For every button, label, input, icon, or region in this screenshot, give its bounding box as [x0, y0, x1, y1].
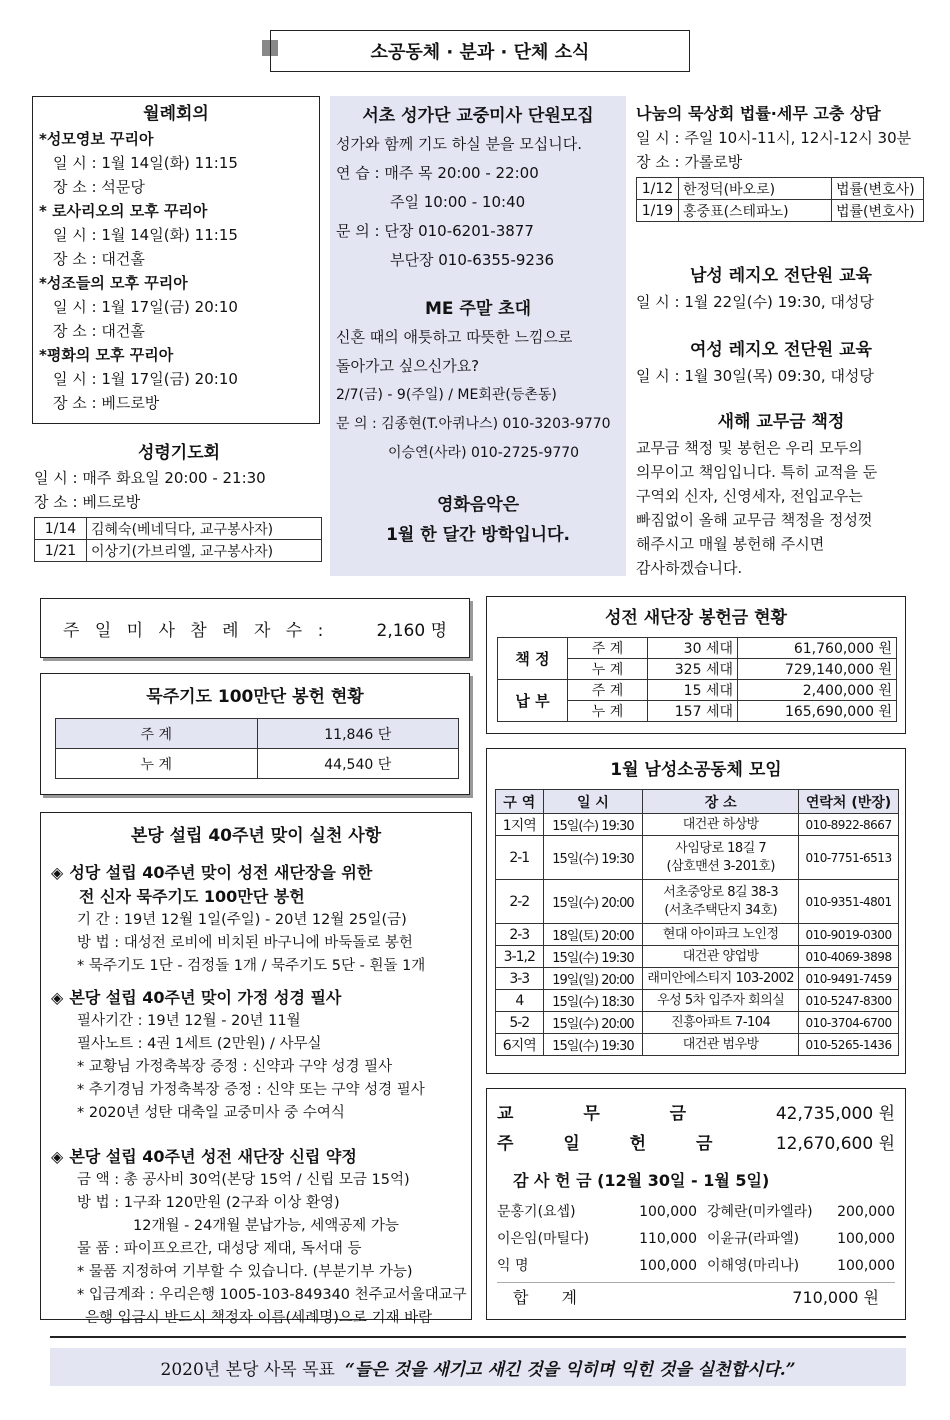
table-row — [496, 1034, 899, 1056]
altar-count-cell: 30 세대 — [648, 638, 738, 659]
men-time-cell: 15일(수) 19:30 — [543, 1034, 643, 1056]
men-place-cell — [643, 814, 799, 836]
anniv-s2-lines — [51, 1010, 461, 1125]
donor-name: 이해영(마리나) — [707, 1258, 800, 1274]
monthly-group-place: 장 소 : 석문당 — [53, 178, 145, 196]
altar-amount-cell: 2,400,000 원 — [738, 680, 897, 701]
men-place-cell — [643, 1034, 799, 1056]
altar-amount-cell: 61,760,000 원 — [738, 638, 897, 659]
men-place-cell — [643, 924, 799, 946]
me-line-3: 2/7(금) - 9(주일) / ME회관(등촌동) — [336, 387, 557, 403]
anniv-line: * 2020년 성탄 대축일 교중미사 중 수여식 — [77, 1105, 345, 1121]
choir-line-4: 문 의 : 단장 010-6201-3877 — [336, 222, 534, 240]
men-area-cell: 2-1 — [496, 836, 544, 880]
monthly-group-name: * 로사리오의 모후 꾸리아 — [39, 202, 208, 220]
legio-f-date: 일 시 : 1월 30일(목) 09:30, 대성당 — [636, 367, 874, 385]
consult-title: 나눔의 묵상회 법률·세무 고충 상담 — [636, 104, 881, 123]
men-area-cell: 3-3 — [496, 968, 544, 990]
men-phone-cell: 010-9019-0300 — [799, 924, 899, 946]
donor-amount: 100,000 — [837, 1258, 895, 1274]
men-time-cell: 15일(수) 18:30 — [543, 990, 643, 1012]
rosary-table — [55, 718, 459, 779]
men-phone-cell: 010-9491-7459 — [799, 968, 899, 990]
men-place-text: 대건관 양업방 — [682, 948, 759, 964]
me-line-5: 이승연(사라) 010-2725-9770 — [388, 445, 580, 461]
consult-table — [636, 177, 924, 222]
men-place-text: 서초중앙로 8길 38-3 — [663, 884, 779, 900]
donor-amount: 100,000 — [837, 1231, 895, 1247]
altar-count-cell: 325 세대 — [648, 659, 738, 680]
men-header-cell: 구 역 — [496, 790, 544, 814]
table-row — [496, 990, 899, 1012]
spirit-title: 성령기도회 — [137, 443, 221, 463]
anniv-line: 은행 입금시 반드시 책정자 이름(세례명)으로 기재 바람 — [85, 1310, 433, 1326]
donor-name: 이윤규(라파엘) — [707, 1231, 800, 1247]
men-table — [495, 789, 899, 1056]
altar-table — [497, 637, 897, 722]
altar-amount-cell: 165,690,000 원 — [738, 701, 897, 722]
money-box — [486, 1088, 906, 1320]
men-place-cell — [643, 968, 799, 990]
consult-type-cell: 법률(변호사) — [832, 178, 924, 200]
men-place-text: 래미안에스티지 103-2002 — [647, 970, 795, 986]
men-area-cell: 1지역 — [496, 814, 544, 836]
table-row — [496, 946, 899, 968]
tithe-section — [636, 408, 926, 580]
middle-column — [330, 96, 626, 576]
altar-kind-cell: 주 계 — [568, 680, 648, 701]
table-row — [637, 178, 924, 200]
men-time-cell: 15일(수) 19:30 — [543, 946, 643, 968]
anniv-line: 필사기간 : 19년 12월 - 20년 11월 — [77, 1013, 301, 1029]
thanks-row — [497, 1253, 895, 1280]
table-row — [498, 680, 897, 701]
men-place-text: 현대 아이파크 노인정 — [662, 926, 779, 942]
anniv-line: 기 간 : 19년 12월 1일(주일) - 20년 12월 25일(금) — [77, 912, 407, 928]
sunday-offering-value: 12,670,600 원 — [775, 1134, 895, 1154]
men-phone-cell: 010-7751-6513 — [799, 836, 899, 880]
anniv-s1-heading — [51, 861, 461, 885]
men-area-cell: 6지역 — [496, 1034, 544, 1056]
anniv-line: * 추기경님 가정축복장 증정 : 신약 또는 구약 성경 필사 — [77, 1082, 425, 1098]
page-title: 소공동체 · 분과 · 단체 소식 — [370, 42, 590, 63]
men-area-cell: 3-1,2 — [496, 946, 544, 968]
legio-f-title: 여성 레지오 전단원 교육 — [690, 340, 872, 360]
legio-m-date: 일 시 : 1월 22일(수) 19:30, 대성당 — [636, 293, 874, 311]
me-line-2: 돌아가고 싶으신가요? — [336, 357, 480, 375]
diamond-icon: ◈ — [51, 863, 64, 882]
spirit-name-cell: 김혜숙(베네딕다, 교구봉사자) — [87, 518, 322, 540]
men-place-text: 사임당로 18길 7 — [675, 840, 767, 856]
choir-line-3: 주일 10:00 - 10:40 — [390, 193, 526, 211]
spirit-name-cell: 이상기(가브리엘, 교구봉사자) — [87, 540, 322, 562]
tithe-line: 해주시고 매월 봉헌해 주시면 — [636, 535, 825, 553]
rosary-label-cell: 누 계 — [56, 749, 258, 779]
men-phone-cell: 010-3704-6700 — [799, 1012, 899, 1034]
consult-section — [636, 102, 926, 222]
anniv-s1-h2: 전 신자 묵주기도 100만단 봉헌 — [79, 887, 305, 906]
monthly-group-name: *평화의 모후 꾸리아 — [39, 346, 174, 364]
monthly-meeting-box — [32, 96, 320, 424]
monthly-group-name: *성모영보 꾸리아 — [39, 130, 154, 148]
men-phone-cell: 010-5265-1436 — [799, 1034, 899, 1056]
sunday-offering-row — [497, 1129, 895, 1159]
thanks-total-label: 합 계 — [513, 1288, 591, 1307]
anniv-line: 물 품 : 파이프오르간, 대성당 제대, 독서대 등 — [77, 1241, 362, 1257]
men-phone-cell: 010-9351-4801 — [799, 880, 899, 924]
film-line-2: 1월 한 달간 방학입니다. — [386, 525, 570, 545]
anniv-line: 방 법 : 대성전 로비에 비치된 바구니에 바둑돌로 봉헌 — [77, 935, 413, 951]
consult-date: 일 시 : 주일 10시-11시, 12시-12시 30분 — [636, 129, 912, 147]
men-phone-cell: 010-8922-8667 — [799, 814, 899, 836]
thanks-row — [497, 1226, 895, 1253]
men-header-cell: 일 시 — [543, 790, 643, 814]
anniversary-box — [40, 812, 472, 1326]
attendance-value: 2,160 명 — [376, 620, 447, 641]
tithe-body — [636, 436, 926, 580]
me-title: ME 주말 초대 — [424, 299, 532, 319]
table-row — [637, 200, 924, 222]
anniv-line: * 물품 지정하여 기부할 수 있습니다. (부분기부 가능) — [77, 1264, 413, 1280]
anniv-s1-lines — [51, 909, 461, 978]
anniv-line: 필사노트 : 4권 1세트 (2만원) / 사무실 — [77, 1036, 322, 1052]
spirit-place: 장 소 : 베드로방 — [34, 493, 141, 511]
donor-name: 이은임(마틸다) — [497, 1231, 590, 1247]
me-line-4: 문 의 : 김종현(T.아퀴나스) 010-3203-9770 — [336, 416, 611, 432]
men-place-text-2: (삼호맨션 3-201호) — [666, 858, 775, 874]
men-header-cell: 연락처 (반장) — [799, 790, 899, 814]
monthly-group-date: 일 시 : 1월 14일(화) 11:15 — [53, 154, 238, 172]
donor-amount: 100,000 — [639, 1258, 697, 1274]
anniv-title: 본당 설립 40주년 맞이 실천 사항 — [130, 826, 382, 846]
men-title: 1월 남성소공동체 모임 — [610, 760, 782, 780]
diamond-icon: ◈ — [51, 1147, 64, 1166]
men-place-cell — [643, 990, 799, 1012]
altar-kind-cell: 주 계 — [568, 638, 648, 659]
anniv-line: * 묵주기도 1단 - 검정돌 1개 / 묵주기도 5단 - 흰돌 1개 — [77, 958, 426, 974]
tithe-line: 감사하겠습니다. — [636, 559, 743, 577]
tithe-total-row — [497, 1099, 895, 1129]
monthly-group-date: 일 시 : 1월 17일(금) 20:10 — [53, 370, 238, 388]
thanks-title: 감 사 헌 금 (12월 30일 - 1월 5일) — [513, 1171, 770, 1190]
monthly-group-place: 장 소 : 대건홀 — [53, 250, 145, 268]
anniv-s3-heading — [51, 1145, 461, 1169]
men-place-cell — [643, 946, 799, 968]
table-row — [496, 1012, 899, 1034]
rosary-value-cell: 11,846 단 — [257, 719, 459, 749]
consult-date-cell: 1/19 — [637, 200, 679, 222]
altar-kind-cell: 누 계 — [568, 659, 648, 680]
choir-line-5: 부단장 010-6355-9236 — [390, 251, 555, 269]
choir-title: 서초 성가단 교중미사 단원모집 — [362, 106, 594, 126]
men-box — [486, 748, 906, 1074]
men-place-text: 진흥아파트 7-104 — [671, 1014, 771, 1030]
men-time-cell: 19일(일) 20:00 — [543, 968, 643, 990]
donor-amount: 110,000 — [639, 1231, 697, 1247]
men-time-cell: 15일(수) 20:00 — [543, 1012, 643, 1034]
attendance-box — [40, 598, 470, 658]
tithe-title: 새해 교무금 책정 — [717, 412, 845, 432]
altar-count-cell: 15 세대 — [648, 680, 738, 701]
thanks-row — [497, 1199, 895, 1226]
thanks-total-value: 710,000 원 — [792, 1288, 879, 1307]
men-place-cell — [643, 880, 799, 924]
table-row — [35, 518, 322, 540]
choir-line-2: 연 습 : 매주 목 20:00 - 22:00 — [336, 164, 539, 182]
monthly-title: 월례회의 — [143, 104, 209, 124]
donor-name: 익 명 — [497, 1258, 529, 1274]
rosary-label-cell: 주 계 — [56, 719, 258, 749]
men-phone-cell: 010-5247-8300 — [799, 990, 899, 1012]
choir-line-1: 성가와 함께 기도 하실 분을 모십니다. — [336, 135, 582, 153]
altar-group-label: 납 부 — [498, 680, 568, 722]
men-time-cell: 18일(토) 20:00 — [543, 924, 643, 946]
rosary-title: 묵주기도 100만단 봉헌 현황 — [146, 687, 364, 707]
anniv-s3-lines — [51, 1169, 467, 1330]
footer-banner — [50, 1348, 906, 1386]
table-row — [496, 968, 899, 990]
men-time-cell: 15일(수) 20:00 — [543, 880, 643, 924]
anniv-line: 방 법 : 1구좌 120만원 (2구좌 이상 환영) — [77, 1195, 340, 1211]
men-header-cell: 장 소 — [643, 790, 799, 814]
legio-m-title: 남성 레지오 전단원 교육 — [690, 266, 872, 286]
tithe-line: 의무이고 책임입니다. 특히 교적을 둔 — [636, 463, 878, 481]
legio-section — [636, 262, 926, 388]
tithe-total-label: 교 무 금 — [497, 1104, 719, 1124]
donor-amount: 200,000 — [837, 1204, 895, 1220]
table-row — [496, 836, 899, 880]
consult-date-cell: 1/12 — [637, 178, 679, 200]
thanks-total-row — [497, 1282, 895, 1313]
anniv-s2-heading — [51, 986, 461, 1010]
footer-motto: “들은 것을 새기고 새긴 것을 익히며 익힌 것을 실천합시다.” — [344, 1359, 796, 1380]
header-title-box — [270, 30, 690, 72]
spirit-date: 일 시 : 매주 화요일 20:00 - 21:30 — [34, 469, 266, 487]
spirit-date-cell: 1/21 — [35, 540, 87, 562]
footer-prefix: 2020년 본당 사목 목표 — [160, 1359, 335, 1380]
anniv-s1-h1: 성당 설립 40주년 맞이 성전 새단장을 위한 — [69, 863, 373, 882]
anniv-line: 금 액 : 총 공사비 30억(본당 15억 / 신립 모금 15억) — [77, 1172, 410, 1188]
spirit-table — [34, 517, 322, 562]
consult-type-cell: 법률(변호사) — [832, 200, 924, 222]
footer-rule — [50, 1336, 906, 1338]
monthly-group-date: 일 시 : 1월 17일(금) 20:10 — [53, 298, 238, 316]
tithe-line: 빠짐없이 올해 교무금 책정을 정성껏 — [636, 511, 873, 529]
tithe-line: 교무금 책정 및 봉헌은 우리 모두의 — [636, 439, 863, 457]
monthly-group-date: 일 시 : 1월 14일(화) 11:15 — [53, 226, 238, 244]
men-place-text: 대건관 범우방 — [682, 1036, 759, 1052]
consult-name-cell: 한정덕(바오로) — [679, 178, 832, 200]
monthly-group-place: 장 소 : 베드로방 — [53, 394, 160, 412]
table-row — [498, 638, 897, 659]
altar-amount-cell: 729,140,000 원 — [738, 659, 897, 680]
attendance-label: 주 일 미 사 참 례 자 수 : — [63, 620, 329, 641]
anniv-line: * 입금계좌 : 우리은행 1005-103-849340 천주교서울대교구 — [77, 1287, 467, 1303]
monthly-list — [39, 127, 313, 415]
altar-box — [486, 596, 906, 734]
men-place-cell — [643, 836, 799, 880]
table-row — [496, 814, 899, 836]
film-line-1: 영화음악은 — [436, 495, 520, 515]
anniv-line: * 교황님 가정축복장 증정 : 신약과 구약 성경 필사 — [77, 1059, 393, 1075]
altar-title: 성전 새단장 봉헌금 현황 — [605, 608, 787, 628]
thanks-rows — [497, 1199, 895, 1280]
spirit-date-cell: 1/14 — [35, 518, 87, 540]
rosary-box — [40, 673, 470, 795]
sunday-offering-label: 주 일 헌 금 — [497, 1134, 735, 1154]
donor-amount: 100,000 — [639, 1204, 697, 1220]
table-row — [496, 924, 899, 946]
diamond-icon: ◈ — [51, 988, 64, 1007]
monthly-group-name: *성조들의 모후 꾸리아 — [39, 274, 188, 292]
men-phone-cell: 010-4069-3898 — [799, 946, 899, 968]
spirit-section — [34, 440, 324, 562]
men-place-cell — [643, 1012, 799, 1034]
rosary-value-cell: 44,540 단 — [257, 749, 459, 779]
consult-name-cell: 홍중표(스테파노) — [679, 200, 832, 222]
altar-count-cell: 157 세대 — [648, 701, 738, 722]
table-row — [35, 540, 322, 562]
me-line-1: 신혼 때의 애틋하고 따뜻한 느낌으로 — [336, 328, 573, 346]
men-place-text-2: (서초주택단지 34호) — [664, 902, 778, 918]
tithe-total-value: 42,735,000 원 — [775, 1104, 895, 1124]
men-place-text: 대건관 하상방 — [682, 816, 759, 832]
men-place-text: 우성 5차 입주자 회의실 — [657, 992, 785, 1008]
table-row — [56, 749, 459, 779]
men-area-cell: 2-2 — [496, 880, 544, 924]
men-time-cell: 15일(수) 19:30 — [543, 814, 643, 836]
monthly-group-place: 장 소 : 대건홀 — [53, 322, 145, 340]
anniv-s3-h1: 본당 설립 40주년 성전 새단장 신립 약정 — [69, 1147, 357, 1166]
men-area-cell: 5-2 — [496, 1012, 544, 1034]
altar-group-label: 책 정 — [498, 638, 568, 680]
table-row — [496, 880, 899, 924]
donor-name: 문홍기(요셉) — [497, 1204, 576, 1220]
anniv-line: 12개월 - 24개월 분납가능, 세액공제 가능 — [133, 1218, 399, 1234]
donor-name: 강혜란(미카엘라) — [707, 1204, 813, 1220]
table-row — [56, 719, 459, 749]
consult-place: 장 소 : 가롤로방 — [636, 153, 743, 171]
men-area-cell: 4 — [496, 990, 544, 1012]
anniv-s2-h1: 본당 설립 40주년 맞이 가정 성경 필사 — [69, 988, 342, 1007]
men-time-cell: 15일(수) 19:30 — [543, 836, 643, 880]
altar-kind-cell: 누 계 — [568, 701, 648, 722]
men-area-cell: 2-3 — [496, 924, 544, 946]
tithe-line: 구역외 신자, 신영세자, 전입교우는 — [636, 487, 863, 505]
